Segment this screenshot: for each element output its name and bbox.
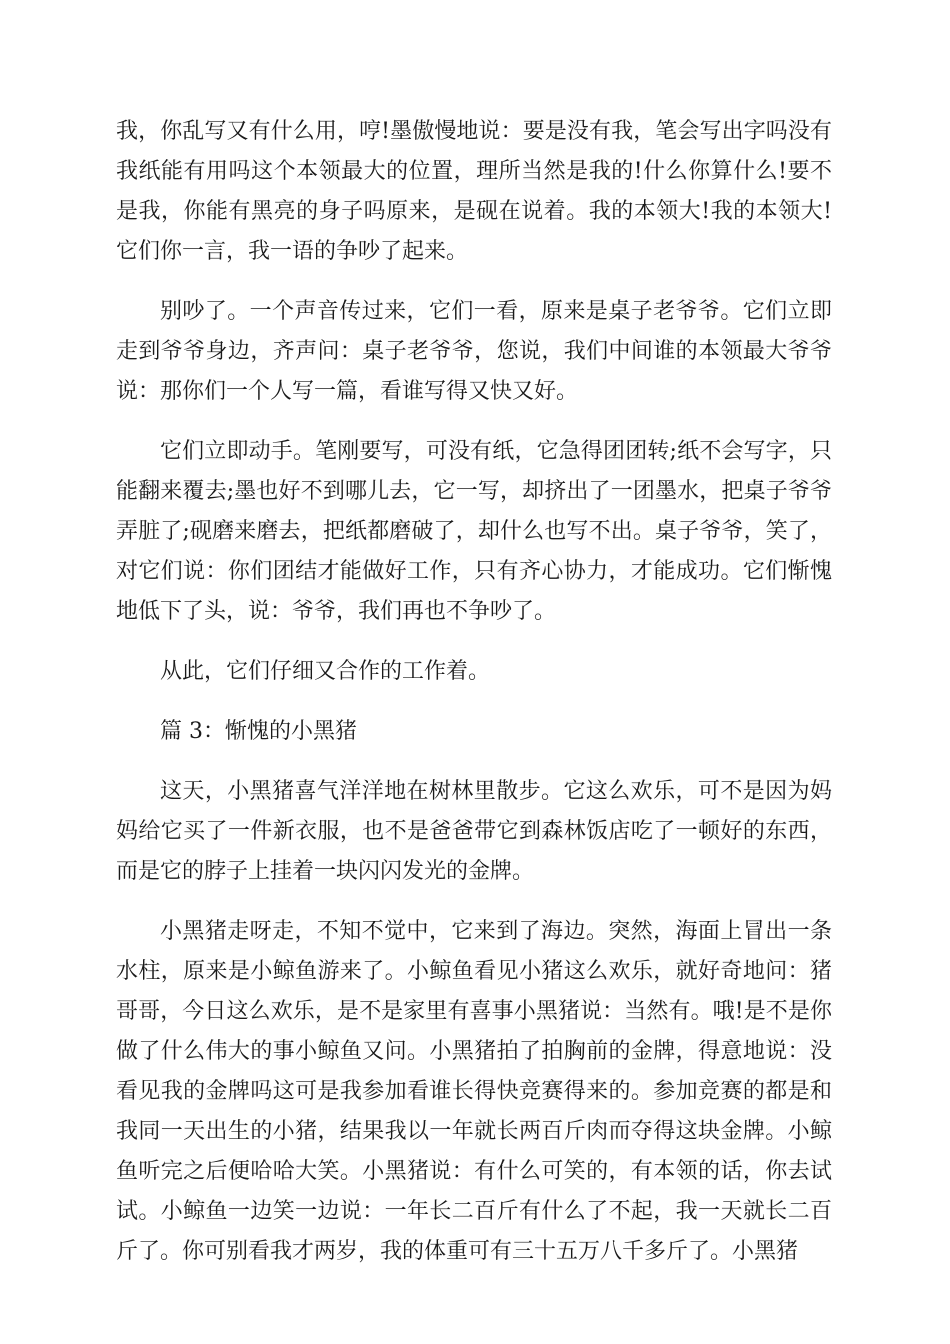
section-heading: 篇 3：惭愧的小黑猪 bbox=[160, 719, 357, 744]
paragraph: 这天，小黑猪喜气洋洋地在树林里散步。它这么欢乐，可不是因为妈妈给它买了一件新衣服，也不是爸爸带它到森林饭店吃了一顿好的东西，而是它的脖子上挂着一块闪闪发光的金牌。 bbox=[116, 779, 832, 884]
paragraph: 它们立即动手。笔刚要写，可没有纸，它急得团团转;纸不会写字，只能翻来覆去;墨也好不到哪儿去，它一写，却挤出了一团墨水，把桌子爷爷弄脏了;砚磨来磨去，把纸都磨破了，却什么也写不出。桌子爷爷，笑了，对它们说：你们团结才能做好工作，只有齐心协力，才能成功。它们惭愧地低下了头，说：爷爷，我们再也不争吵了。 bbox=[116, 439, 832, 624]
paragraph: 小黑猪走呀走，不知不觉中，它来到了海边。突然，海面上冒出一条水柱，原来是小鲸鱼游来了。小鲸鱼看见小猪这么欢乐，就好奇地问：猪哥哥，今日这么欢乐，是不是家里有喜事小黑猪说：当然有。哦!是不是你做了什么伟大的事小鲸鱼又问。小黑猪拍了拍胸前的金牌，得意地说：没看见我的金牌吗这可是我参加看谁长得快竞赛得来的。参加竞赛的都是和我同一天出生的小猪，结果我以一年就长两百斤肉而夺得这块金牌。小鲸鱼听完之后便哈哈大笑。小黑猪说：有什么可笑的，有本领的话，你去试试。小鲸鱼一边笑一边说：一年长二百斤有什么了不起，我一天就长二百斤了。你可别看我才两岁，我的体重可有三十五万八千多斤了。小黑猪 bbox=[116, 919, 832, 1264]
paragraph: 我，你乱写又有什么用，哼!墨傲慢地说：要是没有我，笔会写出字吗没有我纸能有用吗这个本领最大的位置，理所当然是我的!什么你算什么!要不是我，你能有黑亮的身子吗原来，是砚在说着。我的本领大!我的本领大!它们你一言，我一语的争吵了起来。 bbox=[116, 119, 832, 264]
paragraph: 别吵了。一个声音传过来，它们一看，原来是桌子老爷爷。它们立即走到爷爷身边，齐声问：桌子老爷爷，您说，我们中间谁的本领最大爷爷说：那你们一个人写一篇，看谁写得又快又好。 bbox=[116, 299, 832, 404]
document-body bbox=[116, 112, 832, 1292]
paragraph: 从此，它们仔细又合作的工作着。 bbox=[160, 659, 491, 684]
